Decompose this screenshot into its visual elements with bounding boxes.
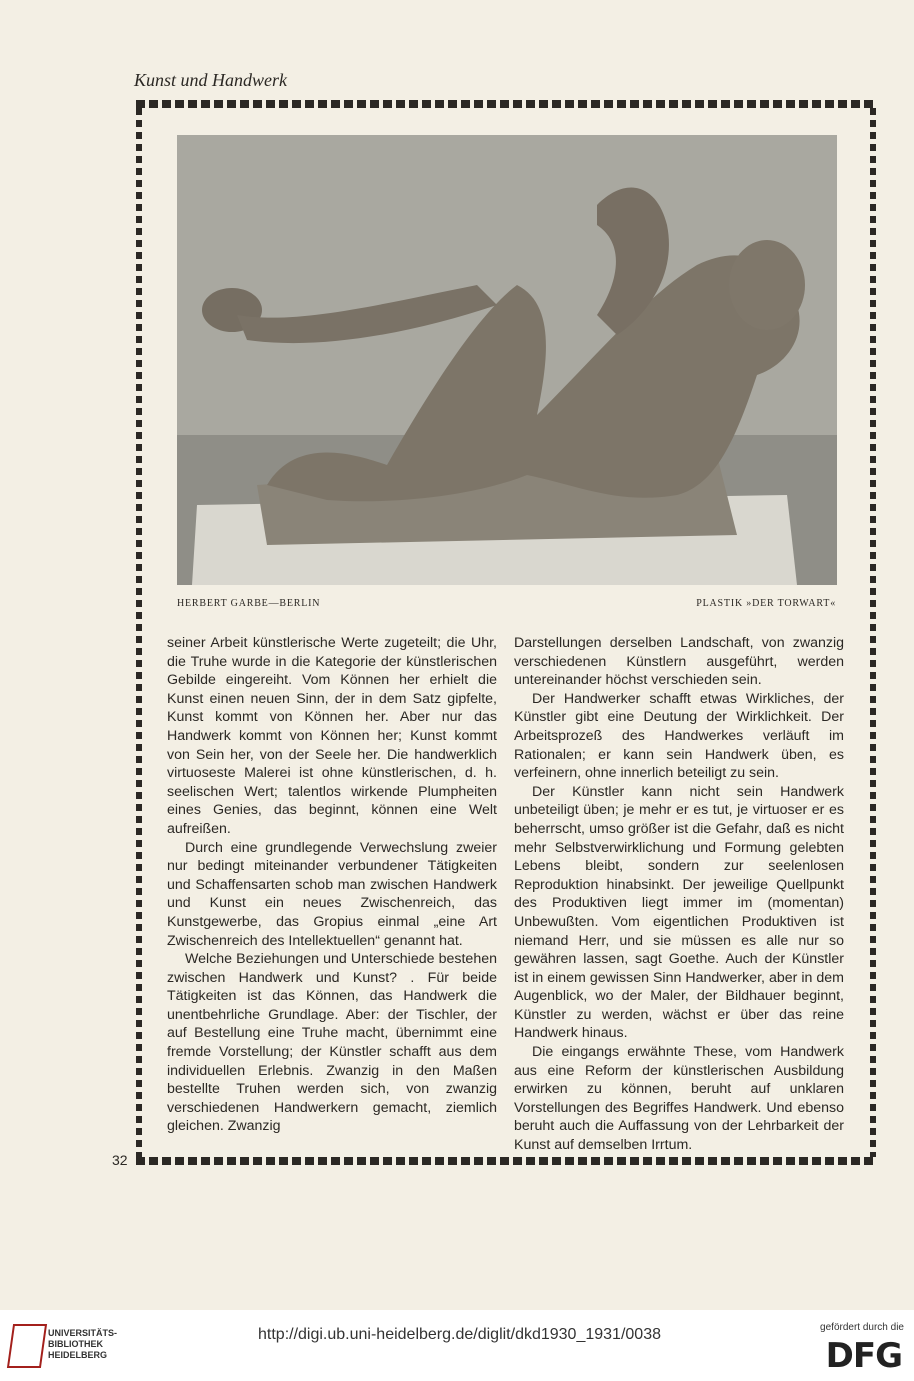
library-logo[interactable] <box>10 1324 120 1372</box>
paragraph: Durch eine grundlegende Verwechslung zweier nur bedingt miteinander verbundener Tätigkeiten und Schaffensarten schob man zwischen Handwerk und Kunst ein neues Zwischenreich, das Kunstgewerbe, das Gropius einmal „eine Art Zwischenreich des Intellektuellen“ genannt hat. <box>167 839 497 949</box>
funding-label: gefördert durch die <box>820 1322 904 1333</box>
library-name <box>48 1328 117 1361</box>
library-seal-icon <box>7 1324 47 1368</box>
paragraph: Welche Beziehungen und Unterschiede bestehen zwischen Handwerk und Kunst? . Für beide Tätigkeiten ist das Können, das Handwerk die unentbehrliche Grundlage. Aber: der Tischler, der auf Bestellung eine Truhe macht, übernimmt eine fremde Vorstellung; der Künstler schafft aus dem individuellen Erlebnis. Zwanzig in den Maßen bestellte Truhen werden sich, von zwanzig verschiedenen Handwerkern gemacht, ziemlich gleichen. Zwanzig <box>167 951 497 1135</box>
library-name-line: HEIDELBERG <box>48 1350 108 1360</box>
dfg-logo[interactable]: DFG <box>825 1336 902 1376</box>
paragraph: Der Künstler kann nicht sein Handwerk unbeteiligt üben; je mehr er es tut, je virtuoser er es beherrscht, umso größer ist die Gefahr, daß es nicht mehr Selbstverwirklichung und Formung gelebten Lebens bleibt, sondern zur seelenlosen Reproduktion hinabsinkt. Der jeweilige Quellpunkt des Produktiven liegt immer im (momentan) Unbewußten. Vom eigentlichen Produktiven ist niemand Herr, und sie müssen es alle nur so gewähren lassen, sagt Goethe. Auch der Künstler ist in einem gewissen Sinn Handwerker, aber in dem Augenblick, wo der Maler, der Bildhauer beginnt, Künstler zu werden, wächst er über das reine Handwerk hinaus. <box>514 783 844 1042</box>
sculpture-photo <box>177 135 837 585</box>
paragraph: seiner Arbeit künstlerische Werte zugeteilt; die Uhr, die Truhe wurde in die Kategorie der künstlerischen Gebilde eingereiht. Vom Können her erhielt die Kunst einen neuen Sinn, der in dem Satz gipfelte, Kunst kommt von Können her. Aber nur das Handwerk kommt von Können her; Kunst kommt von Sein her, von der Seele her. Die handwerklich virtuoseste Malerei ist ohne künstlerischen, d. h. seelischen Wert; talentlos wirkende Plumpheiten eines Genies, das beginnt, können eine Welt aufreißen. <box>167 635 497 837</box>
image-caption-artist: HERBERT GARBE—BERLIN <box>177 598 321 609</box>
running-head: Kunst und Handwerk <box>134 70 287 90</box>
ornamental-border-left <box>136 108 142 1157</box>
text-column-right <box>514 634 844 1155</box>
paragraph: Darstellungen derselben Landschaft, von zwanzig verschiedenen Künstlern ausgeführt, werden untereinander höchst verschieden sein. <box>514 635 844 689</box>
image-caption-title: PLASTIK »DER TORWART« <box>696 598 836 609</box>
paragraph: Der Handwerker schafft etwas Wirkliches, der Künstler gibt eine Deutung der Wirklichkeit. Der Arbeitsprozeß des Handwerkes verläuft im Rationalen; er kann sein Handwerk üben, es verfeinern, ohne innerlich beteiligt zu sein. <box>514 690 844 782</box>
library-name-line: UNIVERSITÄTS- <box>48 1328 118 1338</box>
ornamental-border-bottom <box>136 1157 876 1165</box>
text-column-left <box>167 634 497 1136</box>
library-name-line: BIBLIOTHEK <box>48 1339 103 1349</box>
digitization-footer <box>0 1310 914 1381</box>
paragraph: Die eingangs erwähnte These, vom Handwerk aus eine Reform der künstlerischen Ausbildung erwirken zu können, beruht auf unklaren Vorstellungen des Begriffes Handwerk. Und ebenso beruht auch die Auffassung von der Lehrbarkeit der Kunst auf demselben Irrtum. <box>514 1044 844 1154</box>
page-number: 32 <box>112 1152 128 1168</box>
sculpture-illustration <box>177 135 837 585</box>
ornamental-border-top <box>136 100 876 108</box>
ornamental-border-right <box>870 108 876 1157</box>
permalink-url[interactable]: http://digi.ub.uni-heidelberg.de/diglit/dkd1930_1931/0038 <box>258 1326 661 1343</box>
